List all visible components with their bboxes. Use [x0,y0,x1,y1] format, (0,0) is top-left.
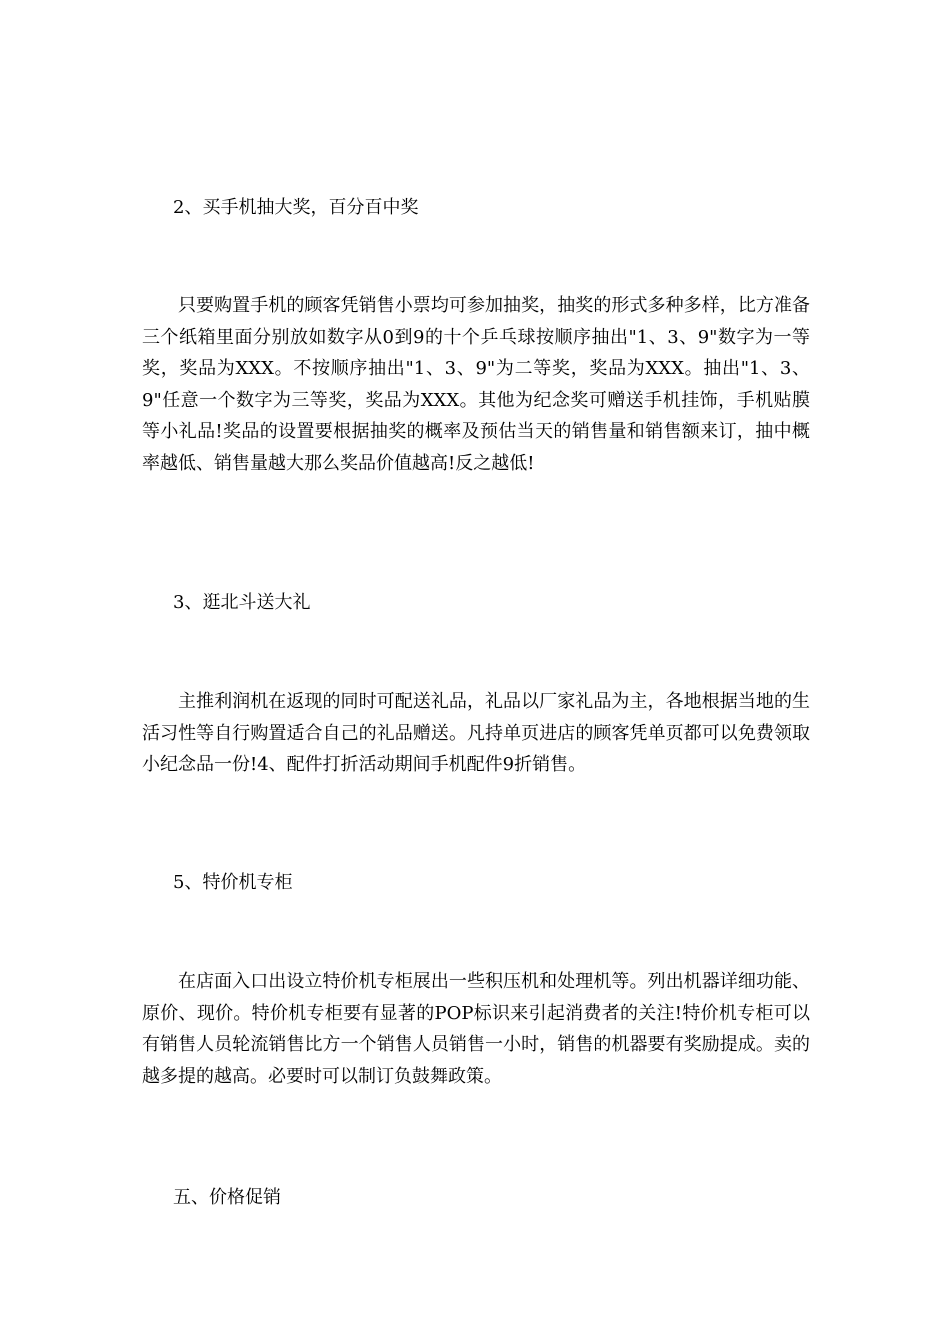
section-paragraph-lottery: 只要购置手机的顾客凭销售小票均可参加抽奖，抽奖的形式多种多样，比方准备三个纸箱里面分别放如数字从0到9的十个乒乓球按顺序抽出"1、3、9"数字为一等奖，奖品为XXX。不按顺序抽出"1、3、9"为二等奖，奖品为XXX。抽出"1、3、9"任意一个数字为三等奖，奖品为XXX。其他为纪念奖可赠送手机挂饰，手机贴膜等小礼品!奖品的设置要根据抽奖的概率及预估当天的销售量和销售额来订，抽中概率越低、销售量越大那么奖品价值越高!反之越低! [142,295,810,474]
section-paragraph-gift: 主推利润机在返现的同时可配送礼品，礼品以厂家礼品为主，各地根据当地的生活习性等自行购置适合自己的礼品赠送。凡持单页进店的顾客凭单页都可以免费领取小纪念品一份!4、配件打折活动期间手机配件9折销售。 [142,691,810,776]
section-heading-special-counter: 5、特价机专柜 [173,872,293,893]
section-heading-price-promotion: 五、价格促销 [173,1187,281,1208]
section-heading-gift: 3、逛北斗送大礼 [173,592,311,613]
section-heading-lottery: 2、买手机抽大奖，百分百中奖 [173,197,419,218]
section-paragraph-special-counter: 在店面入口出设立特价机专柜展出一些积压机和处理机等。列出机器详细功能、原价、现价。特价机专柜要有显著的POP标识来引起消费者的关注!特价机专柜可以有销售人员轮流销售比方一个销售人员销售一小时，销售的机器要有奖励提成。卖的越多提的越高。必要时可以制订负鼓舞政策。 [142,971,810,1087]
